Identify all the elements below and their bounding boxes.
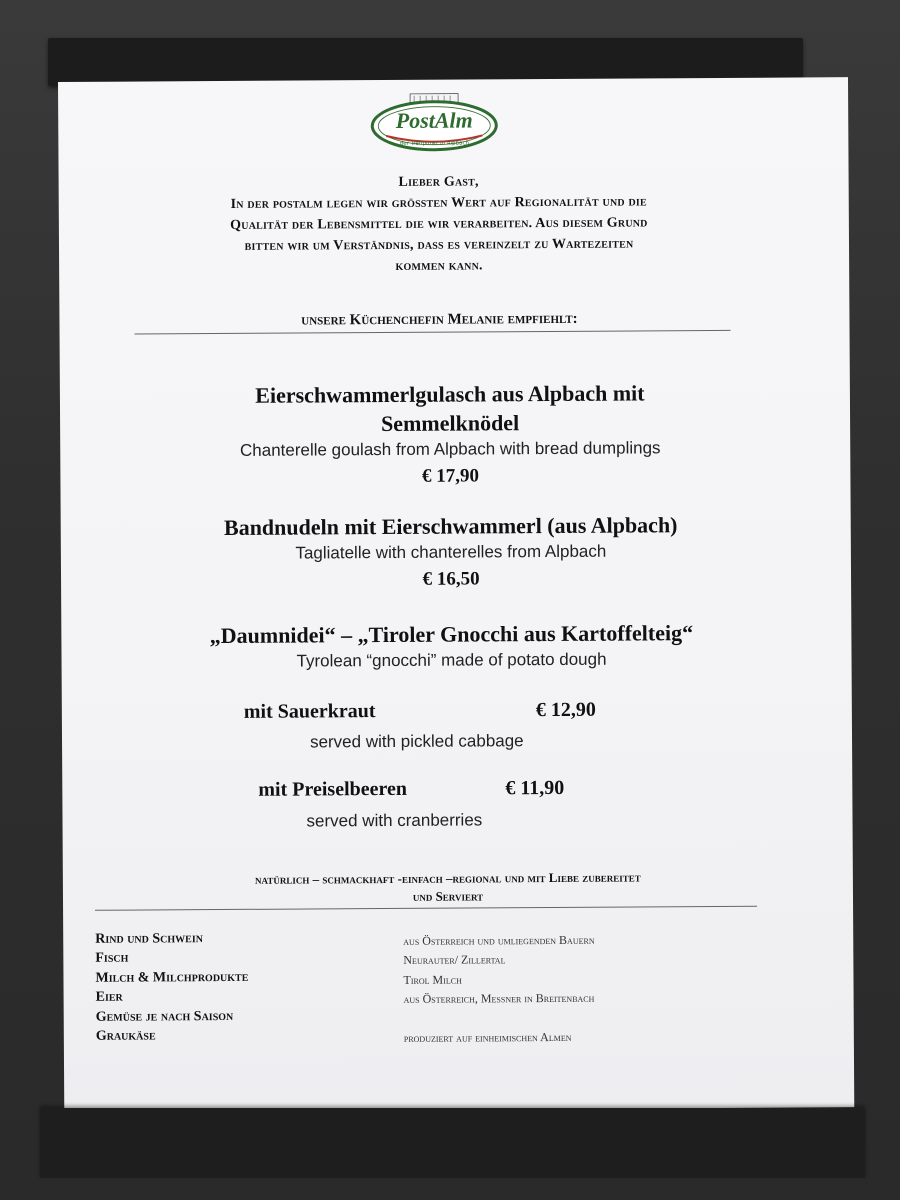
logo-tagline: der Treffpunkt in Alpbach — [399, 140, 470, 147]
dish-name-de: Semmelknödel — [380, 410, 520, 437]
dish-name-de: Eierschwammerlgulasch aus Alpbach mit — [255, 380, 645, 408]
intro-line: bitten wir um Verständnis, dass es vereinzelt zu Wartezeiten — [244, 236, 634, 254]
source-origin: Tirol Milch — [403, 972, 462, 987]
variant-price-preiselbeeren: € 11,90 — [505, 776, 565, 800]
dish-name-en: Tagliatelle with chanterelles from Alpbach — [295, 541, 607, 563]
intro-line: In der postalm legen wir größten Wert auf Regionalität und die — [230, 194, 647, 212]
source-origins — [403, 931, 595, 1049]
variant-name-preiselbeeren: mit Preiselbeeren — [258, 777, 408, 801]
postalm-logo — [368, 91, 500, 158]
folder-bottom-strap — [40, 1108, 865, 1178]
source-origin: aus Österreich, Messner in Breitenbach — [403, 990, 595, 1007]
source-product: Graukäse — [95, 1028, 156, 1044]
source-origin: produziert auf einheimischen Almen — [403, 1029, 572, 1045]
motto-line: und Serviert — [412, 888, 484, 904]
dish-name-de: „Daumnidei“ – „Tiroler Gnocchi aus Kartoffelteig“ — [209, 620, 694, 649]
intro-line: kommen kann. — [395, 258, 483, 274]
menu-sheet — [58, 77, 854, 1112]
recommendation-heading: unsere Küchenchefin Melanie empfiehlt: — [301, 310, 578, 329]
dish-tagliatelle — [121, 510, 781, 596]
motto-line: natürlich – schmackhaft -einfach –regional und mit Liebe zubereitet — [254, 869, 641, 887]
dish-chanterelle-goulash — [120, 378, 781, 493]
source-product: Milch & Milchprodukte — [95, 969, 249, 986]
intro-line: Lieber Gast, — [398, 174, 479, 190]
source-product: Rind und Schwein — [95, 931, 203, 947]
source-origin — [404, 1008, 595, 1029]
heading-divider — [135, 330, 731, 335]
source-products — [95, 929, 249, 1046]
intro-text — [119, 170, 760, 279]
intro-line: Qualität der Lebensmittel die wir verarbeiten. Aus diesem Grund — [230, 215, 648, 233]
source-product: Fisch — [95, 950, 129, 967]
dish-price: € 16,50 — [422, 568, 480, 590]
dish-name-en: Tyrolean “gnocchi” made of potato dough — [296, 649, 607, 671]
variant-en-sauerkraut: served with pickled cabbage — [309, 731, 524, 752]
source-product: Gemüse je nach Saison — [95, 1008, 234, 1025]
variant-name-sauerkraut: mit Sauerkraut — [243, 700, 376, 723]
logo-wordmark: PostAlm — [395, 107, 473, 133]
variant-en-preiselbeeren: served with cranberries — [306, 810, 483, 831]
dish-name-en: Chanterelle goulash from Alpbach with bread dumplings — [239, 438, 661, 460]
dish-daumnidei — [121, 618, 781, 675]
source-origin: Neurauter/ Zillertal — [403, 952, 506, 968]
dish-price: € 17,90 — [421, 465, 479, 487]
source-product: Eier — [95, 989, 123, 1005]
variant-price-sauerkraut: € 12,90 — [535, 698, 596, 722]
dish-name-de: Bandnudeln mit Eierschwammerl (aus Alpbach) — [223, 512, 678, 540]
source-origin: aus Österreich und umliegenden Bauern — [403, 932, 595, 948]
motto — [103, 868, 793, 908]
